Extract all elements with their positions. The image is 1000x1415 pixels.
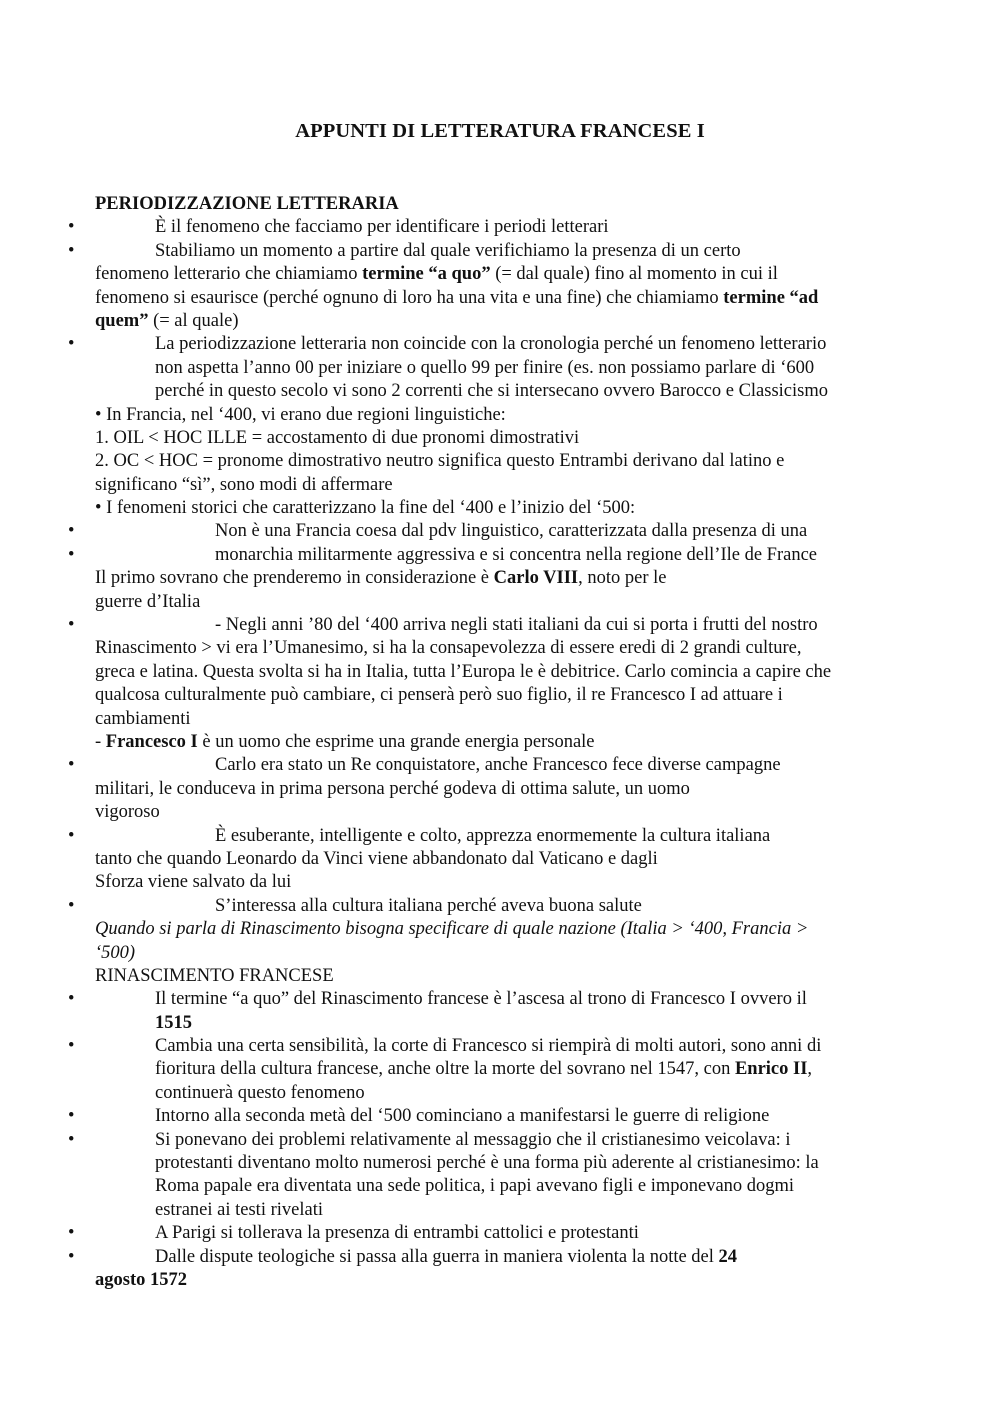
paragraph-line: 1. OIL < HOC ILLE = accostamento di due pronomi dimostrativi (95, 427, 580, 448)
paragraph-line: vigoroso (95, 802, 160, 823)
bullet-item (68, 1129, 910, 1152)
paragraph-line: • I fenomeni storici che caratterizzano la fine del ‘400 e l’inizio del ‘500: (95, 498, 636, 519)
text-run: fenomeno letterario che chiamiamo (95, 264, 363, 285)
text-run: Il primo sovrano che prenderemo in considerazione è (95, 568, 494, 589)
text-run: (= al quale) (148, 310, 239, 331)
bullet-glyph: • (68, 544, 75, 565)
bullet-continuation: perché in questo secolo vi sono 2 correnti che si intersecano ovvero Barocco e Classicismo (155, 381, 828, 402)
bullet-item (68, 520, 910, 543)
bullet-text: S’interessa alla cultura italiana perché aveva buona salute (215, 895, 642, 916)
paragraph-line (95, 287, 910, 310)
bullet-item (68, 1035, 910, 1058)
paragraph-line (95, 310, 910, 333)
bullet-item (68, 333, 910, 356)
bullet-text: È esuberante, intelligente e colto, apprezza enormemente la cultura italiana (215, 825, 771, 846)
text-run: è un uomo che esprime una grande energia personale (197, 731, 595, 752)
bullet-glyph: • (68, 1246, 75, 1267)
bullet-text: - Negli anni ’80 del ‘400 arriva negli stati italiani da cui si porta i frutti del nostro (215, 615, 818, 636)
document-title: APPUNTI DI LETTERATURA FRANCESE I (295, 120, 705, 142)
bullet-continuation: estranei ai testi rivelati (155, 1199, 323, 1220)
bullet-continuation: Roma papale era diventata una sede politica, i papi avevano figli e imponevano dogmi (155, 1176, 795, 1197)
bullet-text: La periodizzazione letteraria non coincide con la cronologia perché un fenomeno letterario (155, 334, 827, 355)
bullet-text: monarchia militarmente aggressiva e si concentra nella regione dell’Ile de France (215, 544, 818, 565)
bullet-continuation: continuerà questo fenomeno (155, 1082, 365, 1103)
italic-note-line: Quando si parla di Rinascimento bisogna specificare di quale nazione (Italia > ‘400, Francia > (95, 919, 809, 940)
bullet-glyph: • (68, 521, 75, 542)
bullet-item (68, 1246, 910, 1269)
bullet-text: Si ponevano dei problemi relativamente al messaggio che il cristianesimo veicolava: i (155, 1129, 791, 1150)
bullet-glyph: • (68, 240, 75, 261)
bold-term: Enrico II (734, 1059, 808, 1080)
bullet-text: Non è una Francia coesa dal pdv linguistico, caratterizzata dalla presenza di una (215, 521, 808, 542)
bullet-continuation: 1515 (155, 1012, 192, 1033)
bullet-continuation (95, 1058, 910, 1081)
bold-term: Carlo VIII (493, 568, 579, 589)
bold-term: termine “a quo” (362, 264, 491, 285)
paragraph-line: qualcosa culturalmente può cambiare, ci penserà però suo figlio, il re Francesco I ad attuare i (95, 685, 783, 706)
text-run: , (807, 1059, 813, 1080)
bullet-text: A Parigi si tollerava la presenza di entrambi cattolici e protestanti (155, 1223, 639, 1244)
bullet-text: Carlo era stato un Re conquistatore, anche Francesco fece diverse campagne (215, 755, 781, 776)
bullet-glyph: • (68, 825, 75, 846)
bold-term: 24 (718, 1246, 738, 1267)
bullet-glyph: • (68, 1036, 75, 1057)
bullet-item (68, 1105, 910, 1128)
bullet-item (68, 216, 910, 239)
paragraph-line: greca e latina. Questa svolta si ha in Italia, tutta l’Europa le è debitrice. Carlo comincia a capire che (95, 661, 832, 682)
paragraph-line: agosto 1572 (95, 1269, 187, 1290)
bullet-item (68, 988, 910, 1011)
text-run: fenomeno si esaurisce (perché ognuno di loro ha una vita e una fine) che chiamiamo (95, 287, 724, 308)
bullet-text: Cambia una certa sensibilità, la corte di Francesco si riempirà di molti autori, sono anni di (155, 1036, 822, 1057)
text-run: , noto per le (578, 568, 667, 589)
bullet-glyph: • (68, 1106, 75, 1127)
bullet-item (68, 895, 910, 918)
bullet-glyph: • (68, 755, 75, 776)
bullet-glyph: • (68, 895, 75, 916)
section-heading-periodizzazione: PERIODIZZAZIONE LETTERARIA (95, 194, 399, 214)
paragraph-line (95, 567, 910, 590)
paragraph-line: significano “sì”, sono modi di affermare (95, 474, 393, 495)
paragraph-line (95, 263, 910, 286)
bullet-item (68, 544, 910, 567)
bullet-glyph: • (68, 1129, 75, 1150)
bullet-glyph: • (68, 217, 75, 238)
bold-term: termine “ad (723, 287, 819, 308)
bold-term: quem” (95, 310, 149, 331)
paragraph-line: tanto che quando Leonardo da Vinci viene abbandonato dal Vaticano e dagli (95, 848, 658, 869)
bullet-item (68, 240, 910, 263)
bold-term: Francesco I (105, 731, 198, 752)
bullet-text: È il fenomeno che facciamo per identificare i periodi letterari (155, 217, 609, 238)
bullet-item (68, 754, 910, 777)
bullet-continuation: protestanti diventano molto numerosi perché è una forma più aderente al cristianesimo: la (155, 1153, 819, 1174)
paragraph-line: Rinascimento > vi era l’Umanesimo, si ha la consapevolezza di essere eredi di 2 grandi culture, (95, 638, 802, 659)
bullet-glyph: • (68, 334, 75, 355)
bullet-continuation: non aspetta l’anno 00 per iniziare o quello 99 per finire (es. non possiamo parlare di ‘600 (155, 357, 815, 378)
bullet-glyph: • (68, 1223, 75, 1244)
paragraph-line: 2. OC < HOC = pronome dimostrativo neutro significa questo Entrambi derivano dal latino e (95, 451, 785, 472)
paragraph-line: militari, le conduceva in prima persona perché godeva di ottima salute, un uomo (95, 778, 690, 799)
text-run: (= dal quale) fino al momento in cui il (490, 264, 778, 285)
bullet-item (68, 614, 910, 637)
text-run: fioritura della cultura francese, anche oltre la morte del sovrano nel 1547, con (155, 1059, 735, 1080)
paragraph-line: guerre d’Italia (95, 591, 201, 612)
paragraph-line: Sforza viene salvato da lui (95, 872, 292, 893)
bullet-item (68, 1222, 910, 1245)
bullet-text: Intorno alla seconda metà del ‘500 cominciano a manifestarsi le guerre di religione (155, 1106, 770, 1127)
text-run: Dalle dispute teologiche si passa alla guerra in maniera violenta la notte del (155, 1246, 719, 1267)
bullet-text: Il termine “a quo” del Rinascimento francese è l’ascesa al trono di Francesco I ovvero il (155, 989, 807, 1010)
bullet-glyph: • (68, 989, 75, 1010)
italic-note-line: ‘500) (95, 942, 136, 963)
paragraph-line (95, 731, 910, 754)
bullet-item (68, 825, 910, 848)
paragraph-line: cambiamenti (95, 708, 191, 729)
bullet-glyph: • (68, 615, 75, 636)
section-heading-rinascimento: RINASCIMENTO FRANCESE (95, 965, 334, 986)
text-run: - (95, 731, 106, 752)
bullet-text: Stabiliamo un momento a partire dal quale verifichiamo la presenza di un certo (155, 240, 741, 261)
document-body (68, 193, 910, 1292)
paragraph-line: • In Francia, nel ‘400, vi erano due regioni linguistiche: (95, 404, 506, 425)
